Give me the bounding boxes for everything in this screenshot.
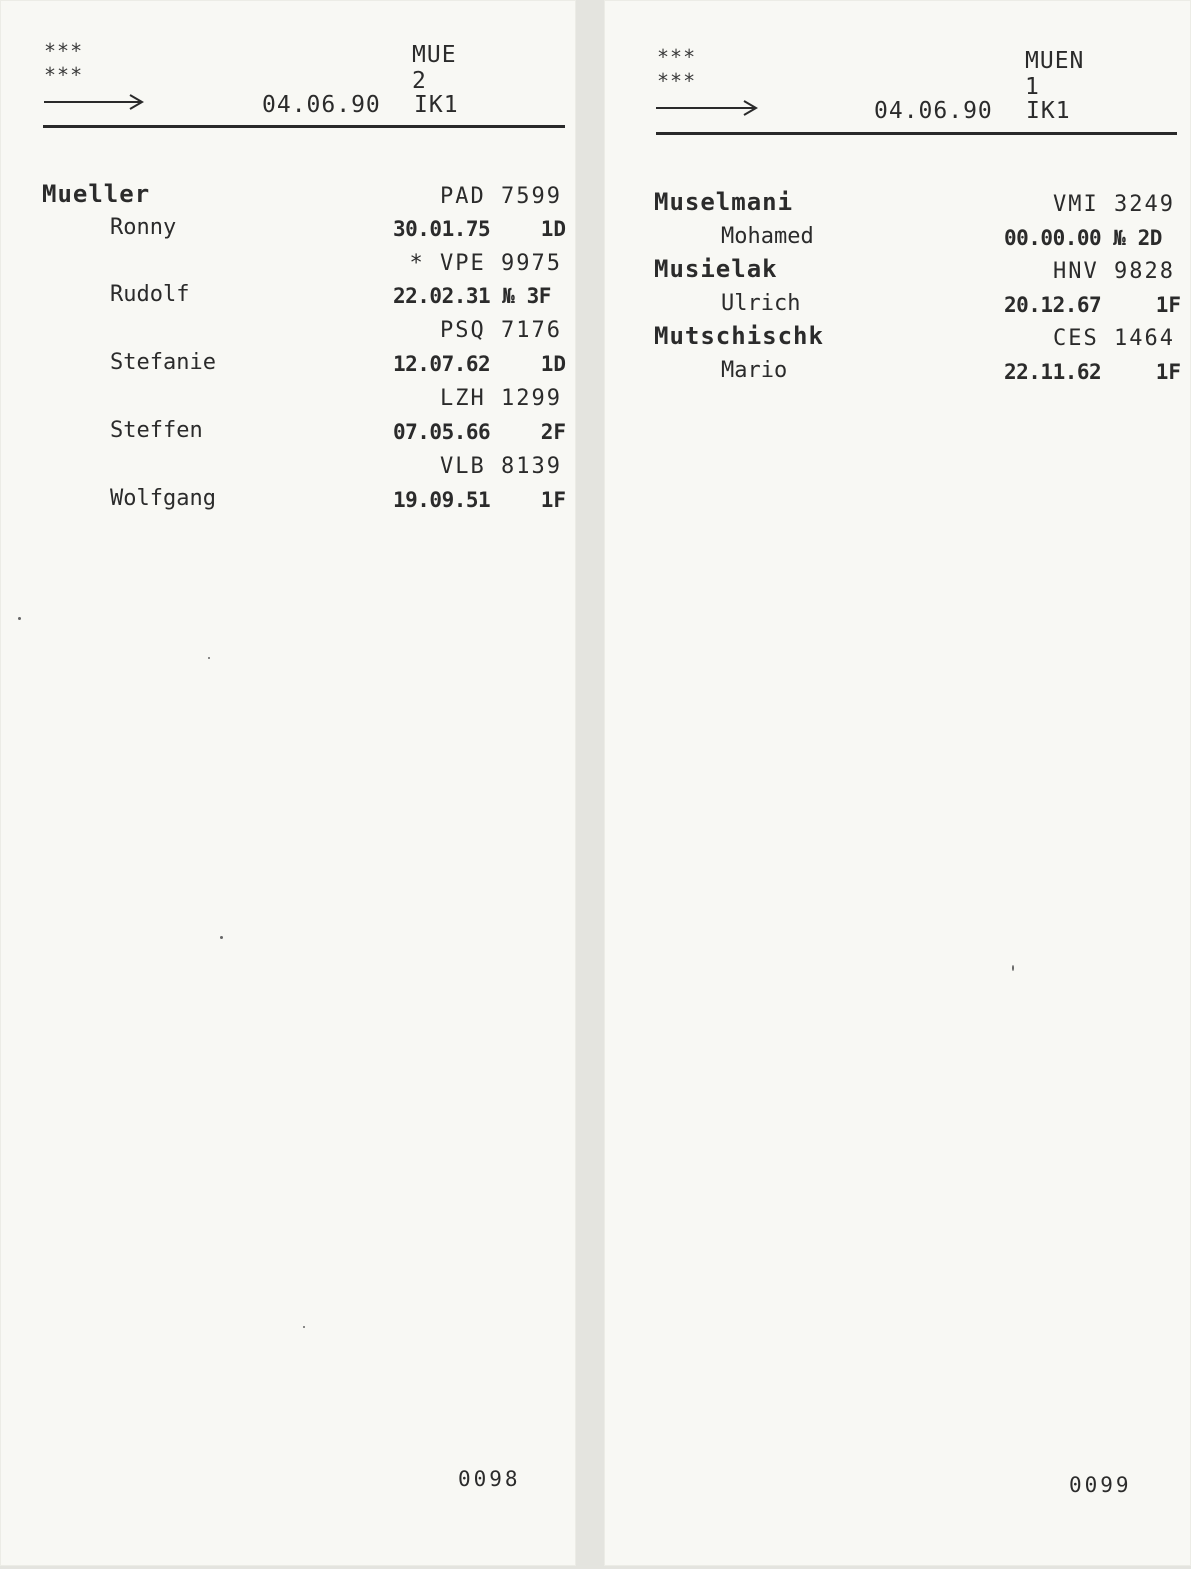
- card-date: 04.06.90: [262, 92, 381, 118]
- birth-date: 07.05.66: [393, 420, 491, 444]
- birth-date: 20.12.67: [1004, 293, 1102, 317]
- given-name: Wolfgang: [110, 486, 216, 511]
- stars-line-2: ***: [657, 69, 697, 93]
- header-rule: [656, 132, 1177, 135]
- birth-date: 30.01.75: [393, 217, 491, 241]
- paper-speck: [18, 617, 21, 620]
- record-code: LZH 1299: [440, 386, 562, 411]
- given-name: Mohamed: [721, 224, 814, 249]
- surname: Musielak: [654, 255, 778, 283]
- stars-line-1: ***: [44, 39, 84, 63]
- given-name: Ronny: [110, 215, 177, 240]
- surname: Muselmani: [654, 188, 794, 216]
- given-name: Mario: [721, 358, 788, 383]
- given-name: Steffen: [110, 418, 203, 443]
- sheet-number: 2: [412, 68, 427, 94]
- record-flag: 1D: [540, 352, 566, 376]
- page-number: 0099: [1069, 1473, 1132, 1497]
- record-code: HNV 9828: [1053, 259, 1175, 284]
- header-rule: [43, 125, 565, 128]
- record-code: PSQ 7176: [440, 318, 562, 343]
- paper-speck: [208, 657, 210, 659]
- card-date: 04.06.90: [874, 98, 993, 124]
- record-flag: 1F: [540, 488, 566, 512]
- index-code: MUEN: [1025, 48, 1085, 74]
- birth-date: 00.00.00 № 2D: [1004, 226, 1162, 250]
- birth-date: 19.09.51: [393, 488, 491, 512]
- record-flag: 1F: [1155, 293, 1181, 317]
- office-code: IK1: [1026, 98, 1071, 124]
- arrow-icon: [44, 92, 146, 110]
- record-flag: 2F: [540, 420, 566, 444]
- record-code: PAD 7599: [440, 184, 562, 209]
- index-card-right: [604, 0, 1191, 1566]
- record-flag: 1F: [1155, 360, 1181, 384]
- sheet-number: 1: [1025, 74, 1040, 100]
- paper-speck: [220, 936, 223, 939]
- page-number: 0098: [458, 1467, 521, 1491]
- stars-line-1: ***: [657, 45, 697, 69]
- record-code: VLB 8139: [440, 454, 562, 479]
- surname: Mutschischk: [654, 322, 824, 350]
- paper-speck: [1012, 965, 1014, 971]
- given-name: Rudolf: [110, 282, 190, 307]
- record-code: VMI 3249: [1053, 192, 1175, 217]
- birth-date: 22.11.62: [1004, 360, 1102, 384]
- record-code: CES 1464: [1053, 326, 1175, 351]
- given-name: Ulrich: [721, 291, 801, 316]
- index-card-left: [0, 0, 576, 1566]
- birth-date: 22.02.31 № 3F: [393, 284, 551, 308]
- record-code: * VPE 9975: [409, 251, 562, 276]
- stars-line-2: ***: [44, 63, 84, 87]
- given-name: Stefanie: [110, 350, 216, 375]
- index-code: MUE: [412, 42, 457, 68]
- surname: Mueller: [42, 180, 151, 208]
- birth-date: 12.07.62: [393, 352, 491, 376]
- paper-speck: [303, 1326, 305, 1328]
- office-code: IK1: [414, 92, 459, 118]
- arrow-icon: [656, 98, 760, 116]
- record-flag: 1D: [540, 217, 566, 241]
